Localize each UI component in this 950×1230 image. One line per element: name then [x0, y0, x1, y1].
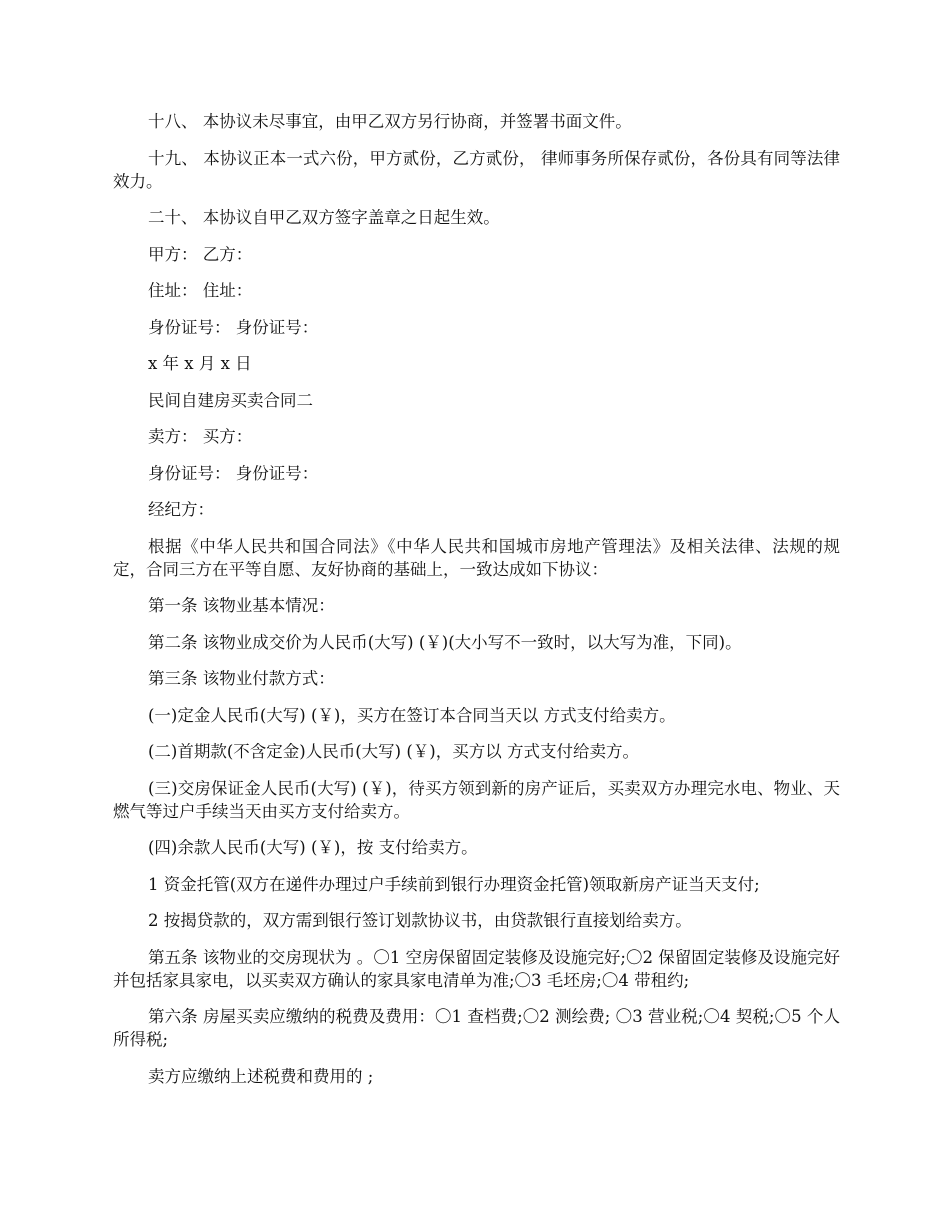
document-body: [113, 110, 840, 1101]
payment-down: (二)首期款(不含定金)人民币(大写) (￥)，买方以 方式支付给卖方。: [148, 742, 639, 761]
id-number-line-2: 身份证号： 身份证号：: [148, 463, 319, 483]
broker-line: 经纪方：: [148, 500, 214, 519]
signature-party-line: 甲方： 乙方：: [148, 244, 253, 264]
article-3: 第三条 该物业付款方式：: [148, 669, 335, 688]
payment-option-1: 1 资金托管(双方在递件办理过户手续前到银行办理资金托管)领取新房产证当天支付;: [148, 874, 760, 894]
article-2: 第二条 该物业成交价为人民币(大写) (￥)(大小写不一致时，以大写为准，下同)。: [148, 632, 742, 652]
clause-20: 二十、 本协议自甲乙双方签字盖章之日起生效。: [148, 208, 500, 227]
article-6: 第六条 房屋买卖应缴纳的税费及费用：〇1 查档费;〇2 测绘费; 〇3 营业税;〇4 契税;〇5 个人所得税;: [113, 1007, 840, 1049]
clause-19: 十九、 本协议正本一式六份，甲方贰份，乙方贰份， 律师事务所保存贰份，各份具有同等法律效力。: [113, 148, 840, 191]
seller-buyer-line: 卖方： 买方：: [148, 427, 253, 446]
payment-deposit: (一)定金人民币(大写) (￥)，买方在签订本合同当天以 方式支付给卖方。: [148, 705, 676, 725]
article-1: 第一条 该物业基本情况：: [148, 596, 335, 615]
contract-title: 民间自建房买卖合同二: [148, 390, 313, 410]
clause-18: 十八、 本协议未尽事宜，由甲乙双方另行协商，并签署书面文件。: [148, 112, 632, 131]
tax-share-line: 卖方应缴纳上述税费和费用的 ;: [148, 1066, 374, 1086]
preamble: 根据《中华人民共和国合同法》《中华人民共和国城市房地产管理法》及相关法律、法规的规定，合同三方在平等自愿、友好协商的基础上，一致达成如下协议：: [113, 536, 840, 579]
payment-balance: (四)余款人民币(大写) (￥)，按 支付给卖方。: [148, 838, 478, 857]
id-number-line: 身份证号： 身份证号：: [148, 317, 319, 337]
address-line: 住址： 住址：: [148, 281, 253, 300]
payment-option-2: 2 按揭贷款的，双方需到银行签订划款协议书，由贷款银行直接划给卖方。: [148, 911, 692, 930]
article-5: 第五条 该物业的交房现状为 。〇1 空房保留固定装修及设施完好;〇2 保留固定装修及设施完好并包括家具家电，以买卖双方确认的家具家电清单为准;〇3 毛坯房;〇4 带租约;: [113, 947, 840, 990]
payment-guarantee: (三)交房保证金人民币(大写) (￥)，待买方领到新的房产证后，买卖双方办理完水电、物业、天燃气等过户手续当天由买方支付给卖方。: [113, 778, 840, 821]
date-line: x 年 x 月 x 日: [148, 354, 252, 373]
